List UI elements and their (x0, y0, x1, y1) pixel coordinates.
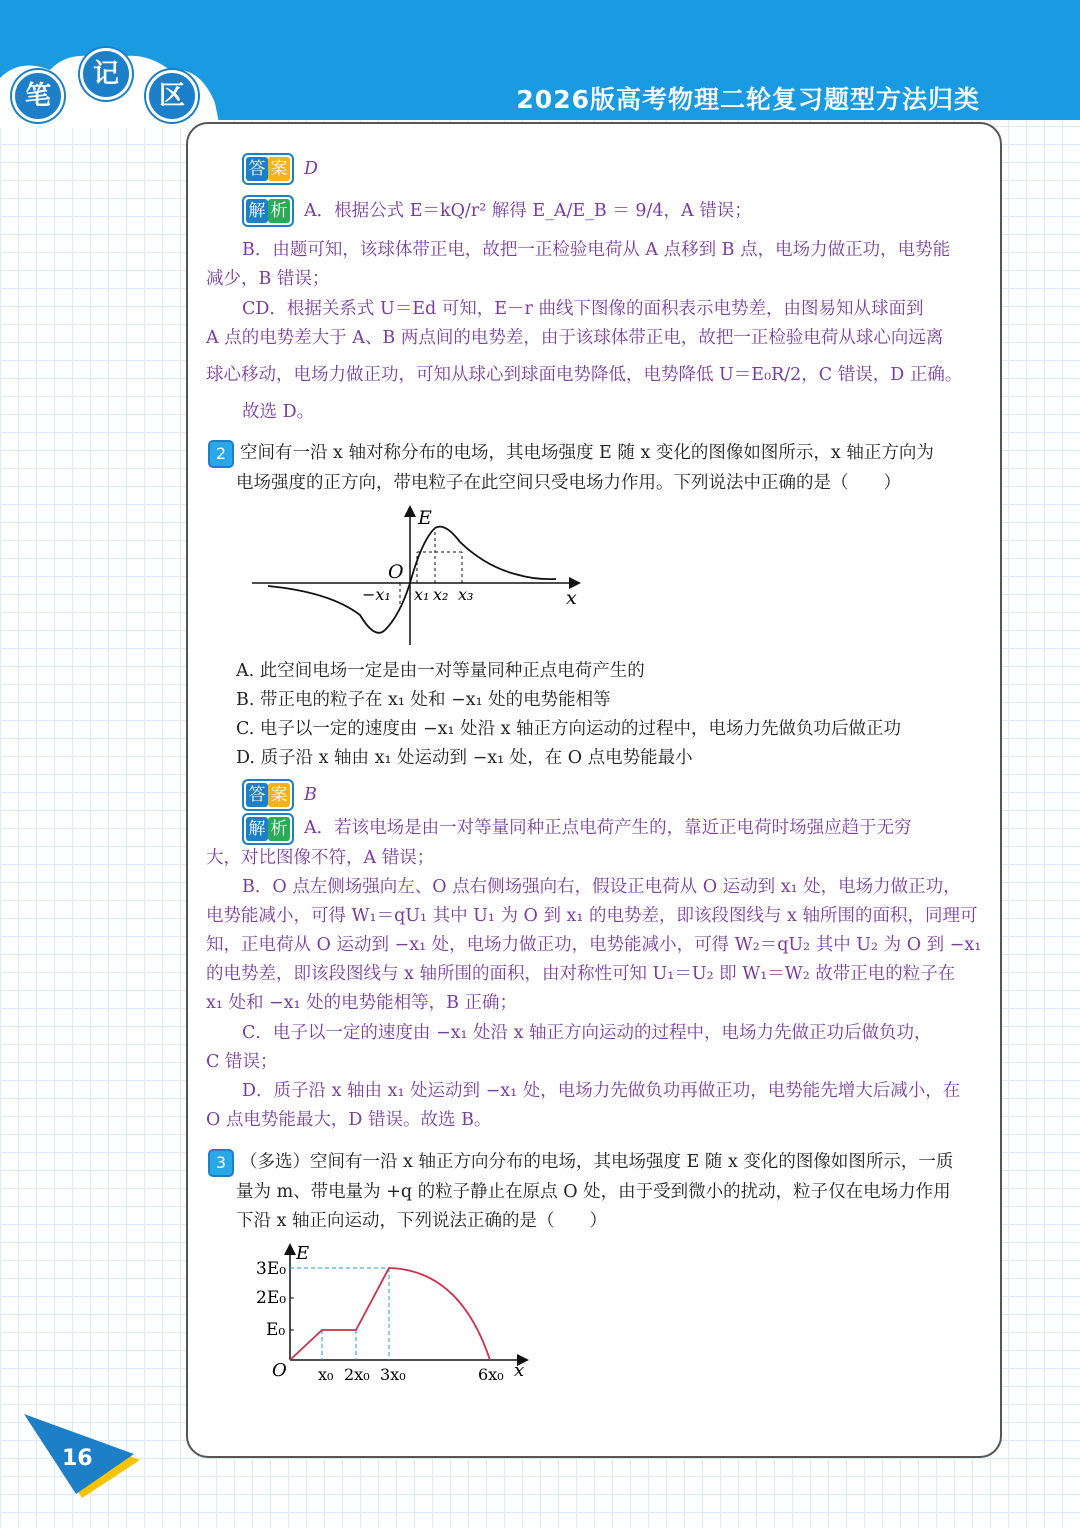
page-number: 16 (62, 1446, 93, 1471)
q3-label-x: x (514, 1360, 525, 1381)
q2-analysis-line-9: C 错误； (206, 1052, 278, 1072)
q2-option-d: D. 质子沿 x 轴由 x₁ 处运动到 −x₁ 处，在 O 点电势能最小 (236, 748, 693, 768)
q2-analysis-line-2: 大，对比图像不符，A 错误； (206, 848, 435, 868)
q2-analysis-line-1: A．若该电场是由一对等量同种正点电荷产生的，靠近正电荷时场强应趋于无穷 (304, 818, 912, 838)
q2-curve (268, 527, 556, 633)
q2-label-x2: x₂ (433, 585, 449, 604)
q2-analysis-line-7: x₁ 处和 −x₁ 处的电势能相等，B 正确； (206, 993, 518, 1013)
badge-bi: 笔 (12, 70, 64, 122)
q1-analysis-line-1: A．根据公式 E＝kQ/r² 解得 E_A/E_B ＝ 9/4，A 错误； (304, 201, 752, 221)
q1-analysis-line-4: CD．根据关系式 U＝Ed 可知，E－r 曲线下图像的面积表示电势差，由图易知从球面到 (242, 299, 924, 319)
q2-label-O: O (388, 561, 404, 583)
badge-ji: 记 (80, 48, 132, 100)
analysis-tag: 解 析 (242, 813, 294, 845)
q2-analysis-line-11: O 点电势能最大，D 错误。故选 B。 (206, 1110, 492, 1130)
q3-stem-line-1: （多选）空间有一沿 x 轴正方向分布的电场，其电场强度 E 随 x 变化的图像如图所示，一质 (240, 1152, 954, 1172)
q2-label-x3: x₃ (458, 585, 474, 604)
q3-stem-line-2: 量为 m、带电量为 +q 的粒子静止在原点 O 处，由于受到微小的扰动，粒子仅在电场力作用 (236, 1182, 951, 1202)
question-number-3: 3 (208, 1149, 234, 1177)
answer-tag: 答 案 (242, 153, 294, 185)
answer-tag: 答 案 (242, 779, 294, 811)
q2-option-b: B. 带正电的粒子在 x₁ 处和 −x₁ 处的电势能相等 (236, 690, 611, 710)
q3-curve (290, 1268, 490, 1360)
q1-analysis-line-3: 减少，B 错误； (206, 269, 330, 289)
q2-stem-line-2: 电场强度的正方向，带电粒子在此空间只受电场力作用。下列说法中正确的是（ ） (236, 473, 901, 493)
badge-qu: 区 (146, 70, 198, 122)
q3-tick-6x0: 6x₀ (478, 1365, 504, 1384)
q3-label-E0: E₀ (266, 1320, 286, 1340)
q3-tick-x0: x₀ (318, 1365, 334, 1384)
q2-analysis-line-4: 电势能减小，可得 W₁＝qU₁ 其中 U₁ 为 O 到 x₁ 的电势差，即该段图线与 x 轴所围的面积，同理可 (206, 906, 978, 926)
q2-option-a: A. 此空间电场一定是由一对等量同种正点电荷产生的 (236, 661, 645, 681)
q3-stem-line-3: 下沿 x 轴正向运动，下列说法正确的是（ ） (236, 1211, 607, 1231)
q2-answer: B (304, 785, 317, 805)
q1-analysis-line-5: A 点的电势差大于 A、B 两点间的电势差，由于该球体带正电，故把一正检验电荷从球心向远离 (206, 328, 944, 348)
analysis-tag: 解 析 (242, 195, 294, 227)
q3-label-O: O (272, 1360, 287, 1381)
q1-answer: D (304, 159, 319, 179)
q3-tick-2x0: 2x₀ (344, 1365, 370, 1384)
q2-analysis-line-10: D．质子沿 x 轴由 x₁ 处运动到 −x₁ 处，电场力先做负功再做正功，电势能先增大后减小，在 (242, 1081, 961, 1101)
q2-analysis-line-8: C．电子以一定的速度由 −x₁ 处沿 x 轴正方向运动的过程中，电场力先做正功后做负功， (242, 1023, 932, 1043)
q2-analysis-line-6: 的电势差，即该段图线与 x 轴所围的面积，由对称性可知 U₁＝U₂ 即 W₁＝W₂ 故带正电的粒子在 (206, 964, 956, 984)
q2-label-E: E (418, 507, 432, 529)
q1-analysis-line-7: 故选 D。 (242, 402, 315, 422)
q2-option-c: C. 电子以一定的速度由 −x₁ 处沿 x 轴正方向运动的过程中，电场力先做负功后做正功 (236, 719, 902, 739)
question-number-2: 2 (208, 440, 234, 468)
q2-field-graph (250, 500, 590, 650)
q3-tick-3x0: 3x₀ (380, 1365, 406, 1384)
q2-label-x: x (566, 587, 577, 609)
q1-analysis-line-6: 球心移动，电场力做正功，可知从球心到球面电势降低，电势降低 U＝E₀R/2，C 错误，D 正确。 (206, 365, 963, 385)
q3-label-2E0: 2E₀ (256, 1288, 287, 1308)
q2-analysis-line-5: 知，正电荷从 O 运动到 −x₁ 处，电场力做正功，电势能减小，可得 W₂＝qU₂ 其中 U₂ 为 O 到 −x₁ (206, 935, 982, 955)
q2-analysis-line-3: B．O 点左侧场强向左、O 点右侧场强向右，假设正电荷从 O 运动到 x₁ 处，电场力做正功， (242, 877, 961, 897)
q3-field-graph (250, 1240, 540, 1390)
book-title: 2026版高考物理二轮复习题型方法归类 (516, 85, 980, 114)
q2-label-neg-x1: −x₁ (362, 585, 391, 604)
q1-analysis-line-2: B．由题可知，该球体带正电，故把一正检验电荷从 A 点移到 B 点，电场力做正功，电势能 (242, 240, 951, 260)
q3-label-3E0: 3E₀ (256, 1259, 287, 1279)
q2-label-x1: x₁ (414, 585, 430, 604)
q3-label-E: E (296, 1243, 310, 1264)
q2-stem-line-1: 空间有一沿 x 轴对称分布的电场，其电场强度 E 随 x 变化的图像如图所示，x 轴正方向为 (240, 443, 934, 463)
